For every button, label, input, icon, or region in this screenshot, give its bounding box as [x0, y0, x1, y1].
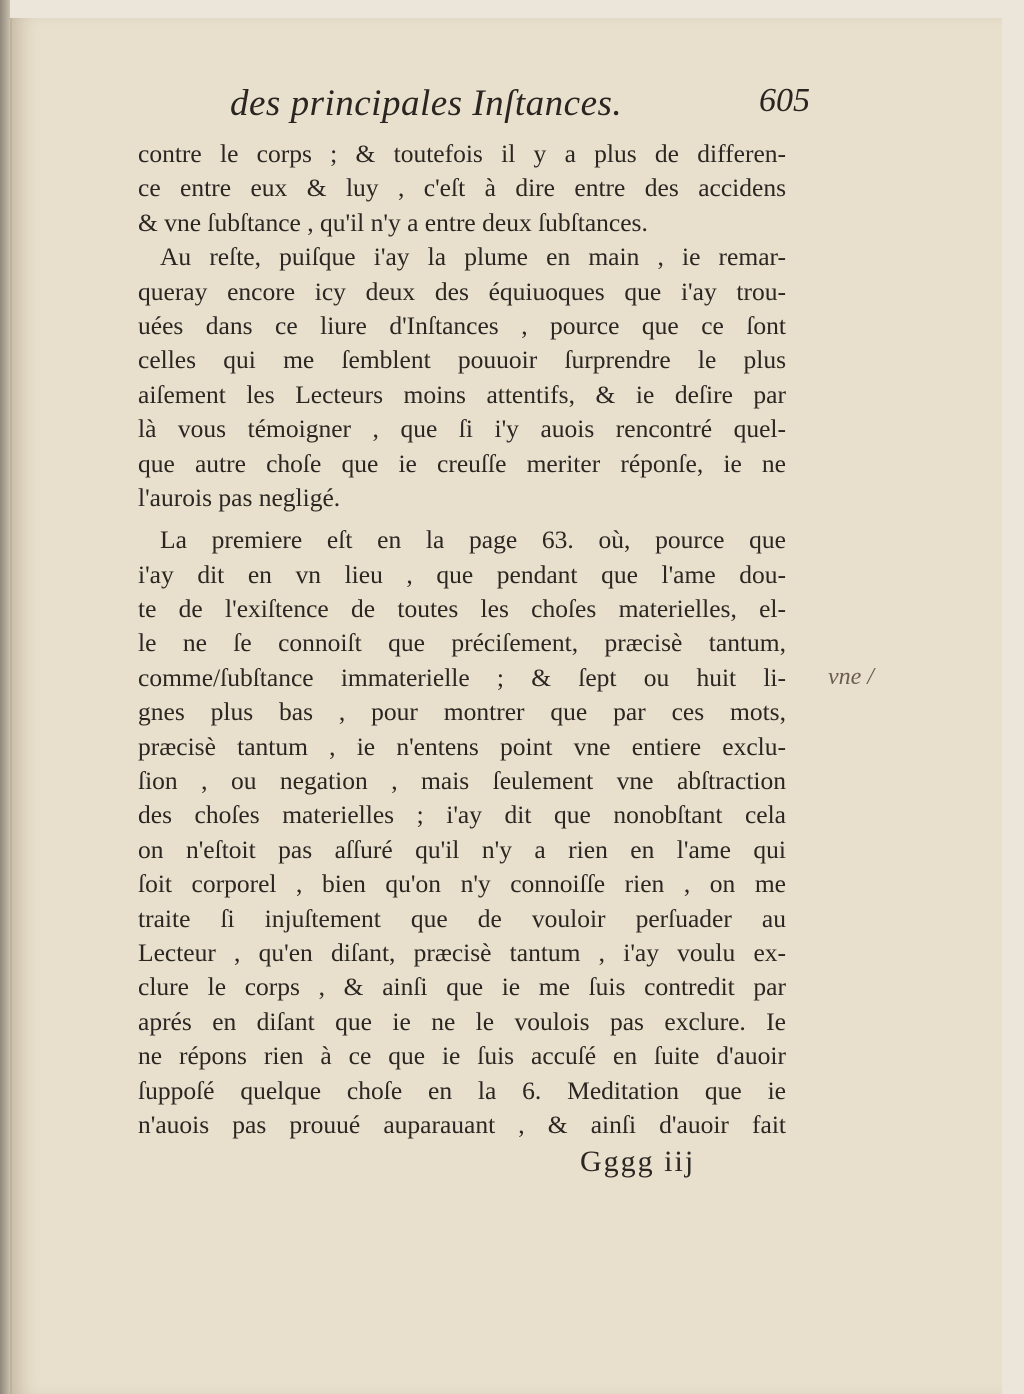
text-line: Lecteur , qu'en diſant, præcisè tantum , i'ay voulu ex-: [138, 937, 786, 967]
page-number: 605: [759, 82, 810, 119]
text-line: contre le corps ; & toutefois il y a plus de differen-: [138, 139, 786, 168]
text-line: præcisè tantum , ie n'entens point vne entiere exclu-: [138, 731, 786, 761]
text-line: clure le corps , & ainſi que ie me ſuis contredit par: [138, 972, 786, 1002]
text-line: uées dans ce liure d'Inſtances , pource que ce ſont: [138, 310, 786, 340]
book-binding: [0, 0, 10, 1394]
text-line: n'auois pas prouué auparauant , & ainſi d'auoir fait: [138, 1109, 786, 1139]
text-line: que autre choſe que ie creuſſe meriter réponſe, ie ne: [138, 448, 786, 478]
text-line: & vne ſubſtance , qu'il n'y a entre deux ſubſtances.: [138, 207, 648, 237]
running-title: des principales Inſtances.: [230, 83, 623, 124]
text-line: traite ſi injuſtement que de vouloir perſuader au: [138, 903, 786, 933]
text-line: comme/ſubſtance immaterielle ; & ſept ou huit li-: [138, 662, 786, 692]
text-line: ne répons rien à ce que ie ſuis accuſé en ſuite d'auoir: [138, 1041, 786, 1071]
text-line: Au reſte, puiſque i'ay la plume en main , ie remar-: [160, 242, 786, 272]
text-line: ce entre eux & luy , c'eſt à dire entre des accidens: [138, 173, 786, 203]
text-line: queray encore icy deux des équiuoques que i'ay trou-: [138, 276, 786, 306]
text-line: ſoit corporel , bien qu'on n'y connoiſſe rien , on me: [138, 869, 786, 899]
margin-note: vne /: [828, 664, 874, 690]
text-line: des choſes materielles ; i'ay dit que nonobſtant cela: [138, 800, 786, 830]
text-line: La premiere eſt en la page 63. où, pource que: [160, 525, 786, 555]
text-line: là vous témoigner , que ſi i'y auois rencontré quel-: [138, 414, 786, 444]
text-line: aprés en diſant que ie ne le voulois pas exclure. Ie: [138, 1006, 786, 1036]
text-line: on n'eſtoit pas aſſuré qu'il n'y a rien en l'ame qui: [138, 834, 786, 864]
text-line: celles qui me ſemblent pouuoir ſurprendre le plus: [138, 345, 786, 375]
text-line: ſuppoſé quelque choſe en la 6. Meditation que ie: [138, 1075, 786, 1105]
body-text: [138, 137, 786, 1142]
text-line: gnes plus bas , pour montrer que par ces mots,: [138, 697, 786, 727]
text-line: ſion , ou negation , mais ſeulement vne abſtraction: [138, 766, 786, 796]
text-line: le ne ſe connoiſt que préciſement, præcisè tantum,: [138, 628, 786, 658]
text-line: l'aurois pas negligé.: [138, 482, 341, 512]
signature-mark: Gggg iij: [580, 1145, 696, 1178]
page-header: [230, 82, 810, 126]
text-line: te de l'exiſtence de toutes les choſes materielles, el-: [138, 594, 786, 624]
text-line: aiſement les Lecteurs moins attentifs, & ie deſire par: [138, 379, 786, 409]
text-line: i'ay dit en vn lieu , que pendant que l'ame dou-: [138, 559, 786, 589]
